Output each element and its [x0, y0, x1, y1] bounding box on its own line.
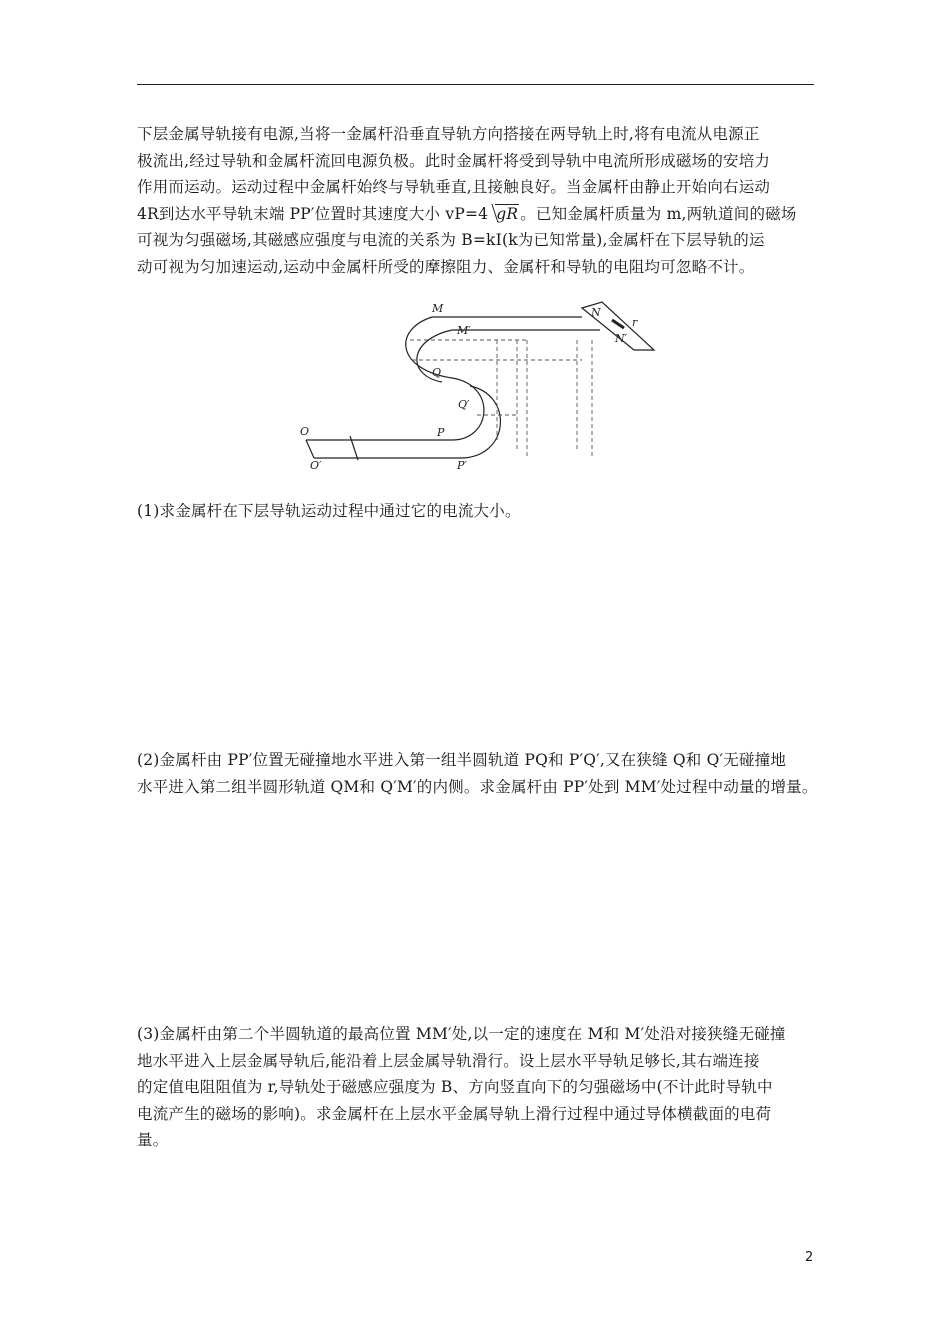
label-r: r [632, 316, 638, 329]
rod-O [306, 440, 314, 458]
problem-intro [137, 121, 817, 280]
label-Q: Q [432, 366, 442, 379]
label-P-prime: P′ [457, 459, 467, 472]
label-O: O [300, 425, 310, 438]
question-1: (1)求金属杆在下层导轨运动过程中通过它的电流大小。 [137, 502, 521, 520]
arc-QM [406, 317, 452, 378]
sqrt-radicand: gR [496, 204, 519, 223]
label-P: P [437, 426, 445, 439]
page-number: 2 [805, 1250, 814, 1265]
intro-line-1: 下层金属导轨接有电源,当将一金属杆沿垂直导轨方向搭接在两导轨上时,将有电流从电源正 [137, 125, 760, 143]
rail-diagram [292, 300, 658, 475]
label-N: N [591, 306, 601, 319]
intro-line-6: 动可视为匀加速运动,运动中金属杆所受的摩擦阻力、金属杆和导轨的电阻均可忽略不计。 [137, 257, 755, 276]
label-M: M [432, 302, 444, 315]
label-O-prime: O′ [310, 459, 322, 472]
question-2-line-1: (2)金属杆由 PP′位置无碰撞地水平进入第一组半圆轨道 PQ和 P′Q′,又在狭缝 Q和 Q′无碰撞地 [137, 751, 787, 769]
question-3 [137, 1021, 817, 1154]
label-N-prime: N′ [615, 332, 628, 345]
intro-line-4-b: 。已知金属杆质量为 m,两轨道间的磁场 [520, 204, 797, 223]
intro-line-4 [137, 201, 817, 228]
question-2-line-2: 水平进入第二组半圆形轨道 QM和 Q′M′的内侧。求金属杆由 PP′处到 MM′处过程中动量的增量。 [137, 777, 818, 796]
question-3-line-1: (3)金属杆由第二个半圆轨道的最高位置 MM′处,以一定的速度在 M和 M′处沿对接狭缝无碰撞 [137, 1025, 786, 1043]
question-3-line-3: 的定值电阻阻值为 r,导轨处于磁感应强度为 B、方向竖直向下的匀强磁场中(不计此时导轨中 [137, 1078, 773, 1096]
header-rule [137, 84, 814, 85]
question-3-line-2: 地水平进入上层金属导轨后,能沿着上层金属导轨滑行。设上层水平导轨足够长,其右端连接 [137, 1051, 760, 1070]
intro-line-4-a: 4R到达水平导轨末端 PP′位置时其速度大小 vP=4 [137, 204, 489, 223]
intro-line-3: 作用而运动。运动过程中金属杆始终与导轨垂直,且接触良好。当金属杆由静止开始向右运动 [137, 178, 771, 196]
label-Q-prime: Q′ [458, 398, 470, 411]
question-2 [137, 747, 817, 800]
sqrt-expression [488, 201, 520, 228]
question-3-line-5: 量。 [137, 1131, 169, 1149]
intro-line-5: 可视为匀强磁场,其磁感应强度与电流的关系为 B=kI(k为已知常量),金属杆在下层导轨的运 [137, 231, 765, 249]
label-M-prime: M′ [457, 324, 471, 337]
question-3-line-4: 电流产生的磁场的影响)。求金属杆在上层水平金属导轨上滑行过程中通过导体横截面的电荷 [137, 1104, 772, 1123]
intro-line-2: 极流出,经过导轨和金属杆流回电源负极。此时金属杆将受到导轨中电流所形成磁场的安培力 [137, 151, 771, 170]
